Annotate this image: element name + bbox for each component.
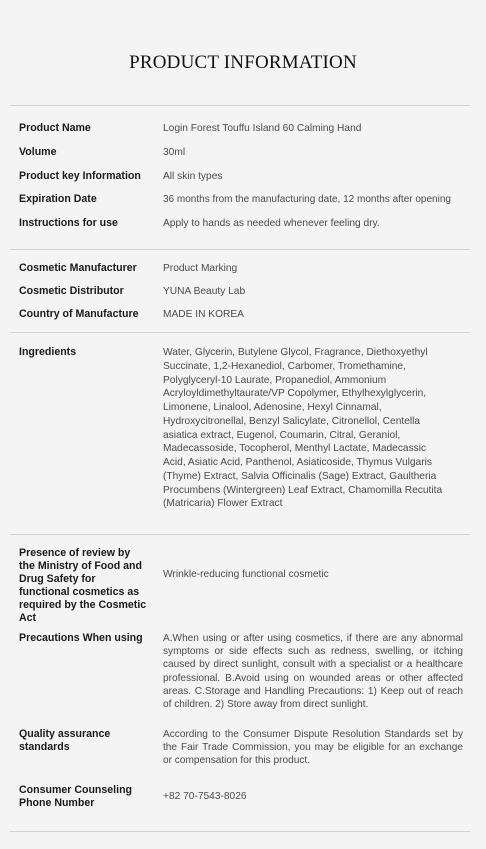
- row-value: Wrinkle-reducing functional cosmetic: [163, 569, 329, 580]
- page-title: PRODUCT INFORMATION: [129, 52, 357, 73]
- divider: [10, 534, 470, 535]
- row-label: Country of Manufacture: [19, 308, 139, 320]
- row-label: Consumer Counseling Phone Number: [19, 784, 133, 809]
- row-label: Precautions When using: [19, 632, 143, 644]
- row-value: Product Marking: [163, 263, 238, 274]
- row-value: 36 months from the manufacturing date, 12 months after opening: [163, 194, 451, 205]
- row-value: According to the Consumer Dispute Resolution Standards set by the Fair Trade Commission, you may be eligible for an exchange or compensation for this product.: [163, 729, 463, 767]
- row-label: Product key Information: [19, 170, 141, 182]
- ingredients-list: Water, Glycerin, Butylene Glycol, Fragrance, Diethoxyethyl Succinate, 1,2-Hexanediol, Carbomer, Tromethamine, Polyglyceryl-10 Laurate, Propanediol, Ammonium Acryloyldimethyltaurate/VP Copolymer, Ethylhexylglycerin, Limonene, Linalool, Adenosine, Hexyl Cinnamal, Hydroxycitronellal, Benzyl Salicylate, Citronellol, Centella asiatica extract, Eugenol, Coumarin, Citral, Geraniol, Madecassoside, Tocopherol, Menthyl Lactate, Madecassic Acid, Asiatic Acid, Panthenol, Asiaticoside, Thymus Vulgaris (Thyme) Extract, Salvia Officinalis (Sage) Extract, Gaultheria Procumbens (Wintergreen) Leaf Extract, Chamomilla Recutita (Matricaria) Flower Extract: [163, 347, 443, 510]
- row-label: Product Name: [19, 122, 91, 134]
- row-value: All skin types: [163, 171, 223, 182]
- phone-number: +82 70-7543-8026: [163, 791, 247, 802]
- row-label: Cosmetic Manufacturer: [19, 262, 137, 274]
- row-label: Volume: [19, 146, 57, 158]
- row-value: 30ml: [163, 147, 186, 158]
- divider: [10, 831, 470, 832]
- row-value: MADE IN KOREA: [163, 309, 244, 320]
- row-label: Presence of review by the Ministry of Food and Drug Safety for functional cosmetics as required by the Cosmetic Act: [19, 547, 147, 624]
- row-label: Quality assurance standards: [19, 728, 111, 753]
- row-value: Apply to hands as needed whenever feeling dry.: [163, 218, 380, 229]
- row-label: Instructions for use: [19, 217, 118, 229]
- row-label: Expiration Date: [19, 193, 97, 205]
- divider: [10, 249, 470, 250]
- row-value: YUNA Beauty Lab: [163, 286, 246, 297]
- divider: [10, 105, 470, 106]
- divider: [10, 332, 470, 333]
- row-value: A.When using or after using cosmetics, if there are any abnormal symptoms or side effects such as redness, swelling, or itching caused by direct sunlight, consult with a specialist or a healthcare professional. B.Avoid using on wounded areas or other affected areas. C.Storage and Handling Precautions: 1) Keep out of reach of children. 2) Store away from direct sunlight.: [163, 633, 463, 711]
- row-value: Login Forest Touffu Island 60 Calming Hand: [163, 123, 362, 134]
- row-label: Ingredients: [19, 346, 77, 358]
- row-label: Cosmetic Distributor: [19, 285, 124, 297]
